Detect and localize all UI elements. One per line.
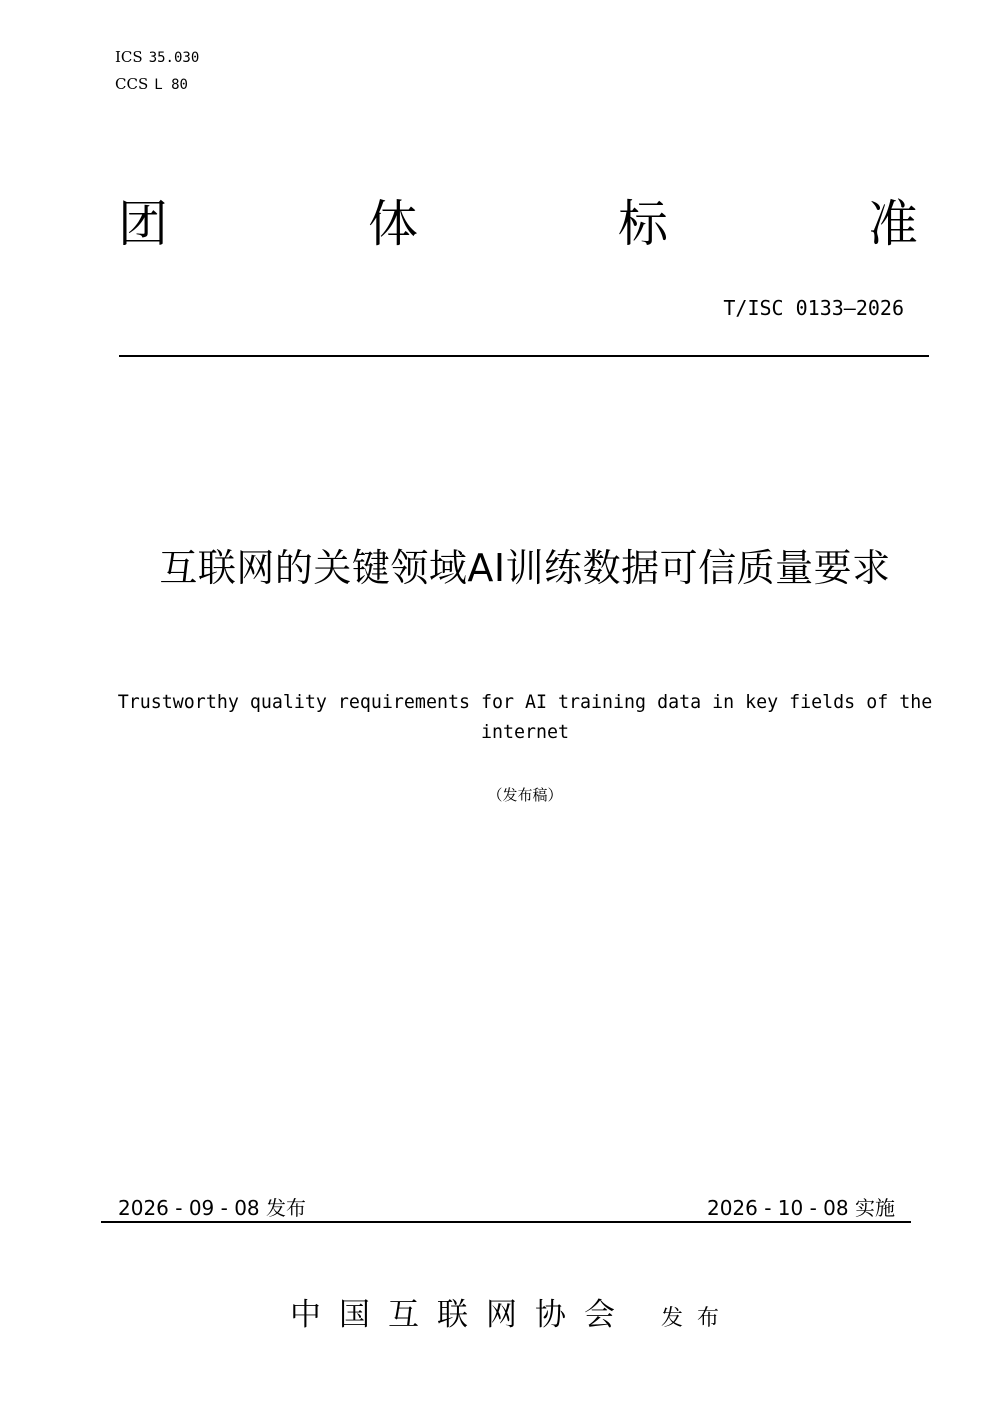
issuer-name: 中国互联网协会 xyxy=(290,1297,633,1333)
top-divider xyxy=(119,355,929,357)
ics-label: ICS xyxy=(115,48,143,66)
standard-type-char: 体 xyxy=(368,195,418,253)
standard-type-char: 团 xyxy=(118,195,168,253)
ccs-classification xyxy=(115,75,188,94)
ccs-label: CCS xyxy=(115,75,149,93)
draft-status: （发布稿） xyxy=(487,786,563,804)
standard-type-char: 标 xyxy=(618,195,668,253)
ics-code: 35.030 xyxy=(148,50,200,66)
bottom-divider xyxy=(101,1221,911,1223)
document-title-en: Trustworthy quality requirements for AI training data in key fields of the internet xyxy=(117,692,933,743)
document-title-cn: 互联网的关键领域AI训练数据可信质量要求 xyxy=(159,546,891,590)
issuer-block xyxy=(290,1290,733,1340)
issuer-suffix: 发布 xyxy=(661,1306,734,1331)
publish-date: 2026 - 09 - 08 发布 xyxy=(118,1196,307,1220)
ics-classification xyxy=(115,48,199,67)
implement-date: 2026 - 10 - 08 实施 xyxy=(706,1196,895,1220)
standard-type-heading xyxy=(118,192,918,256)
standard-number: T/ISC 0133—2026 xyxy=(723,296,904,320)
standard-type-char: 准 xyxy=(868,195,918,253)
ccs-code: L 80 xyxy=(154,77,188,93)
